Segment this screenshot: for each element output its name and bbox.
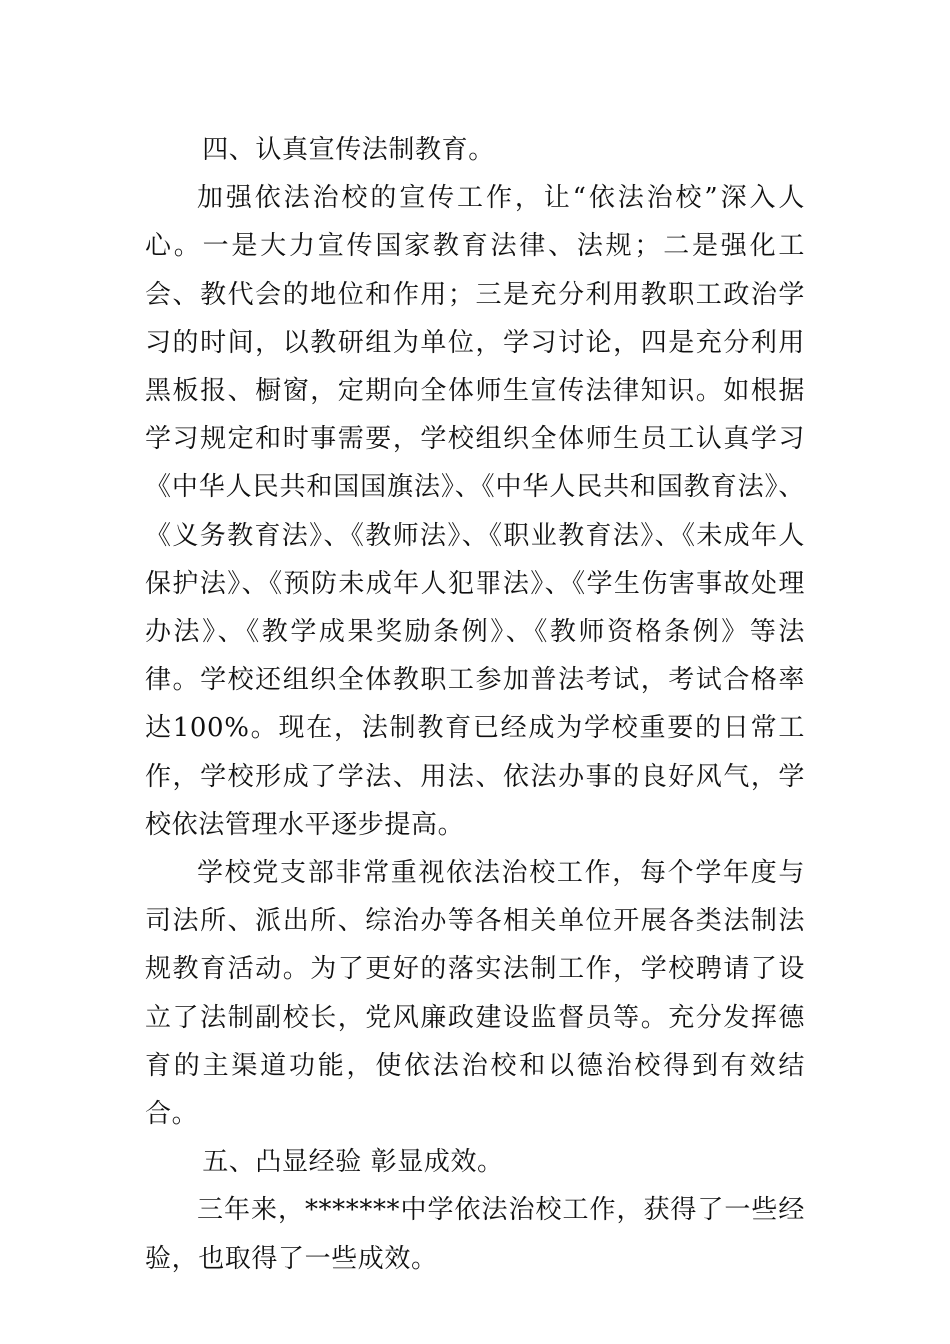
paragraph-legal-publicity: 加强依法治校的宣传工作，让“依法治校”深入人心。一是大力宣传国家教育法律、法规；二是强化工会、教代会的地位和作用；三是充分利用教职工政治学习的时间，以教研组为单位，学习讨论，四是充分利用黑板报、橱窗，定期向全体师生宣传法律知识。如根据学习规定和时事需要，学校组织全体师生员工认真学习《中华人民共和国国旗法》、《中华人民共和国教育法》、《义务教育法》、《教师法》、《职业教育法》、《未成年人保护法》、《预防未成年人犯罪法》、《学生伤害事故处理办法》、《教学成果奖励条例》、《教师资格条例》等法律。学校还组织全体教职工参加普法考试，考试合格率达100%。现在，法制教育已经成为学校重要的日常工作，学校形成了学法、用法、依法办事的良好风气，学校依法管理水平逐步提高。	[145, 183, 805, 840]
paragraph-three-years: 三年来，*******中学依法治校工作，获得了一些经验，也取得了一些成效。	[145, 1195, 805, 1274]
document-body	[145, 126, 805, 1283]
section-heading-4: 四、认真宣传法制教育。	[202, 135, 495, 165]
section-heading-5: 五、凸显经验 彰显成效。	[202, 1147, 504, 1178]
paragraph-party-branch: 学校党支部非常重视依法治校工作，每个学年度与司法所、派出所、综治办等各相关单位开展各类法制法规教育活动。为了更好的落实法制工作，学校聘请了设立了法制副校长，党风廉政建设监督员等。充分发挥德育的主渠道功能，使依法治校和以德治校得到有效结合。	[145, 858, 805, 1130]
